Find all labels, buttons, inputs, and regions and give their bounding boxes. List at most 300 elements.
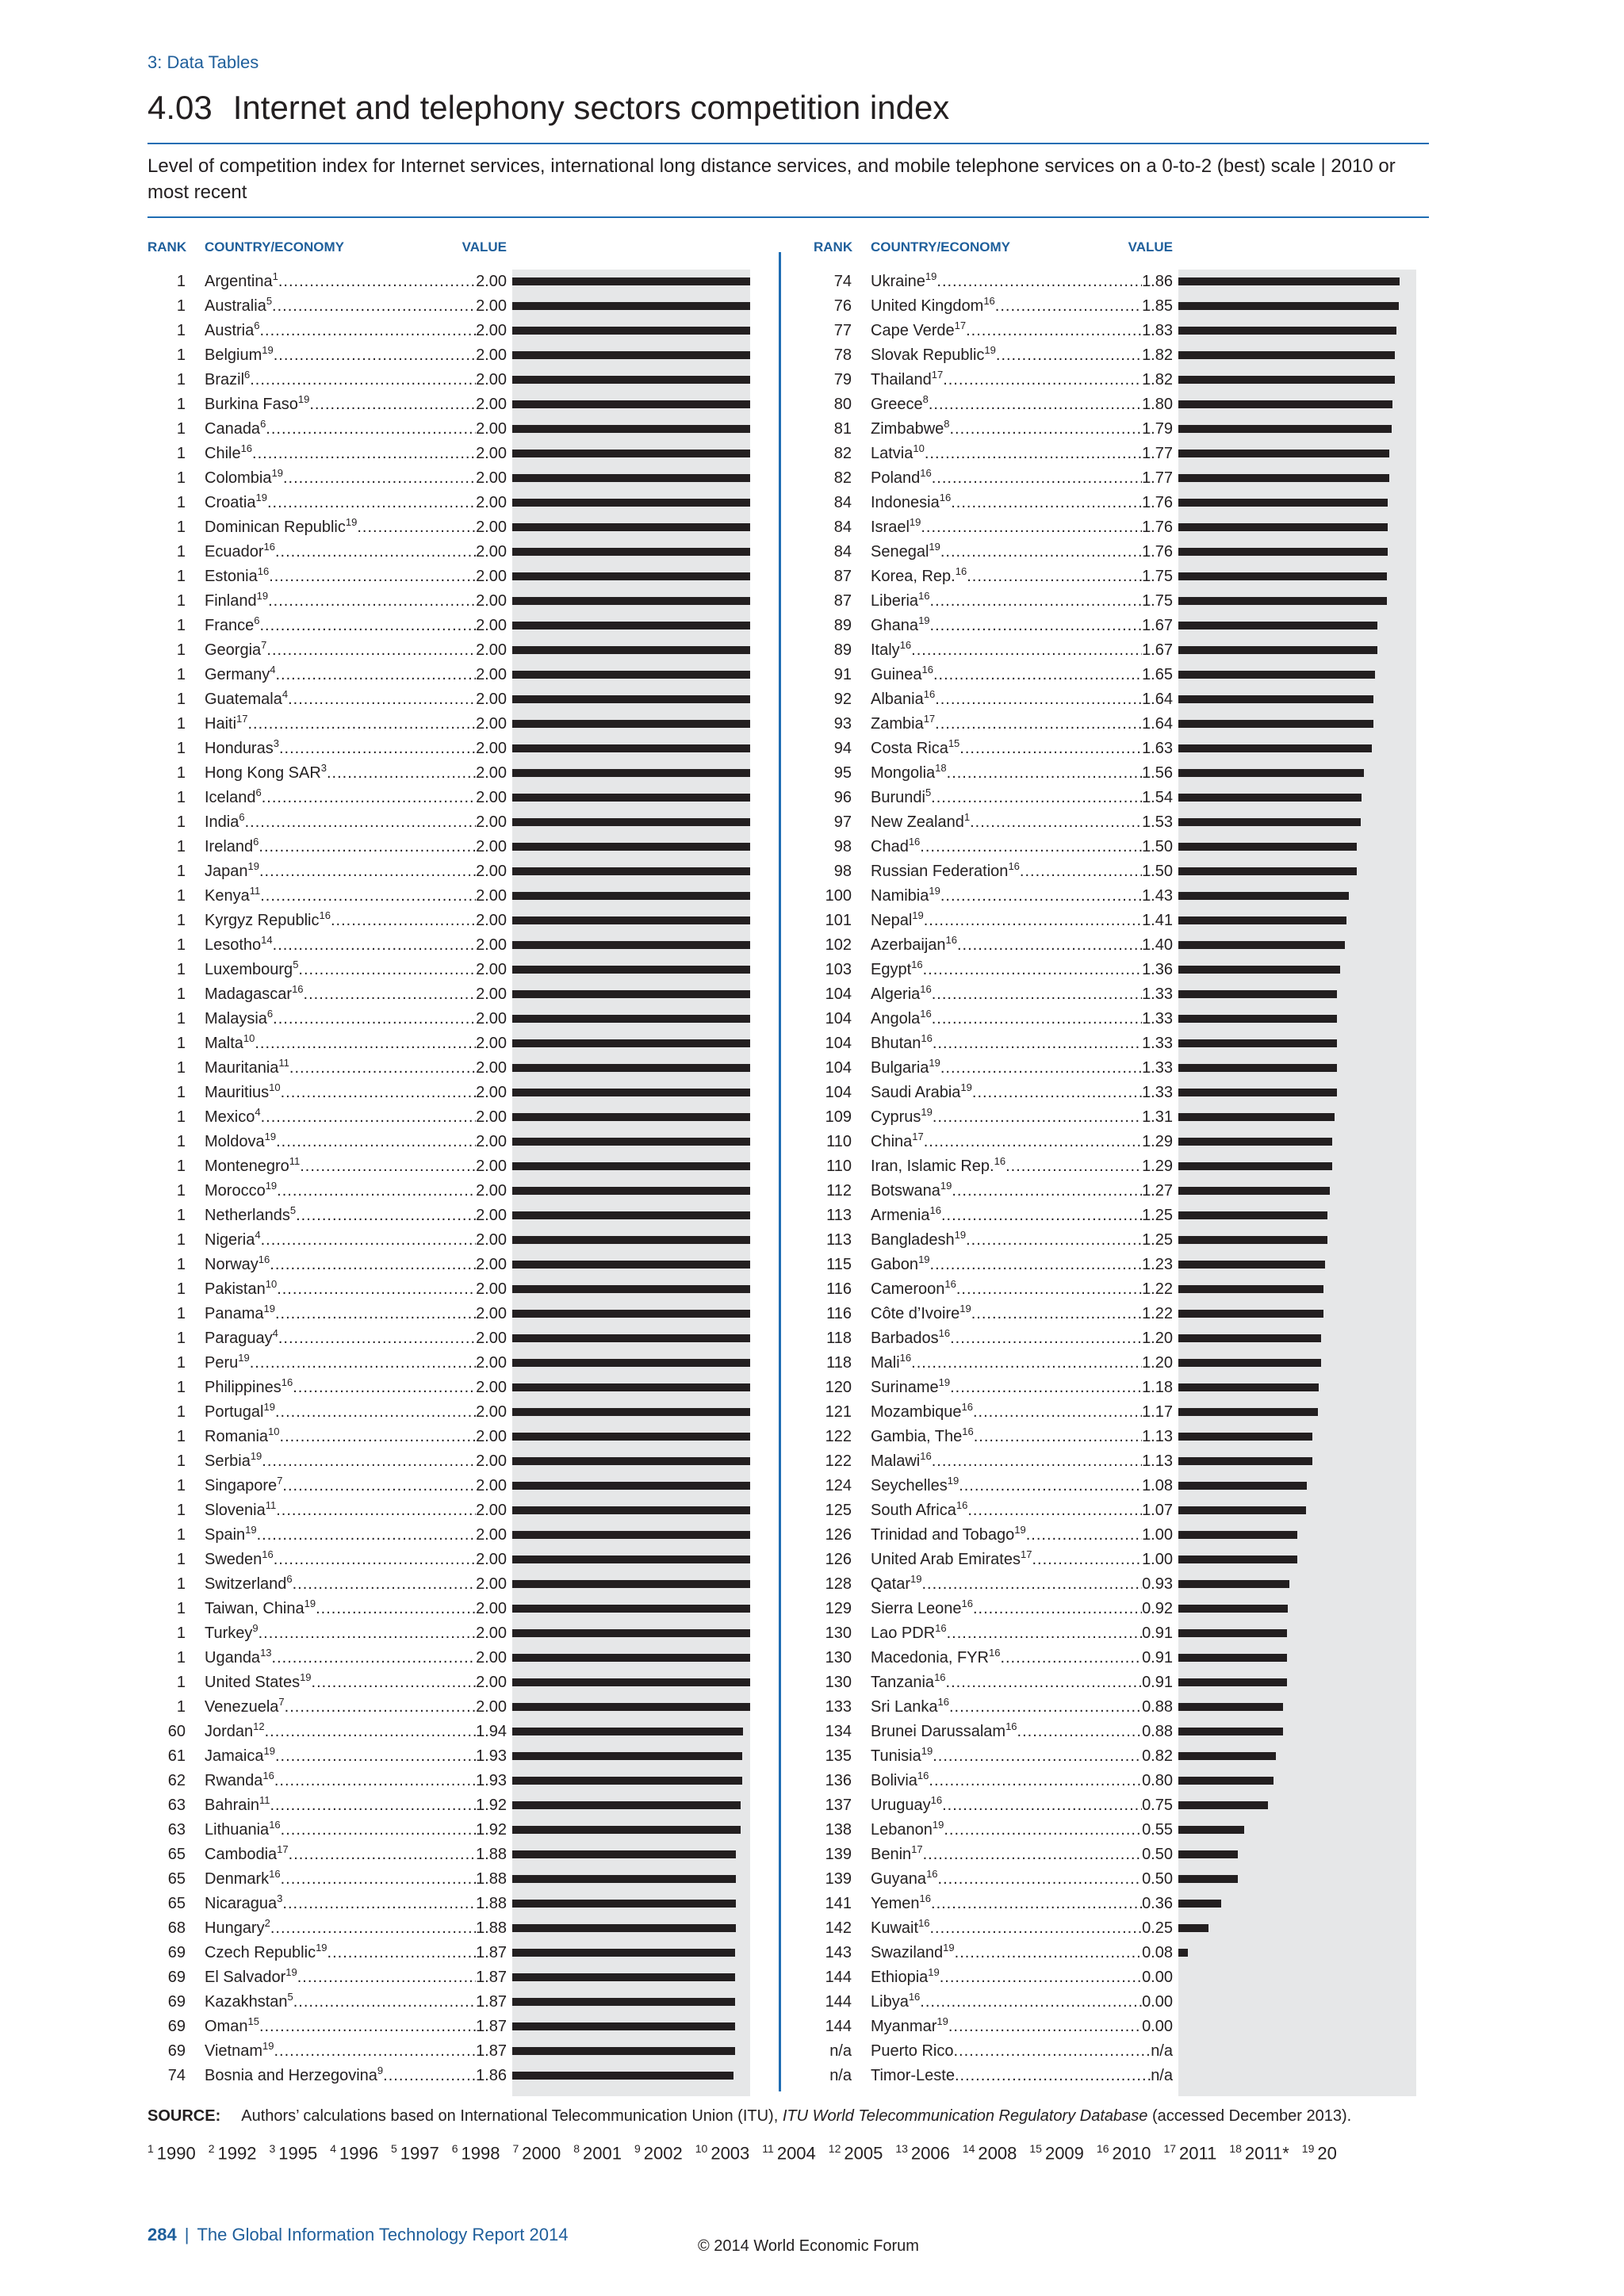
leader-dots	[316, 1597, 476, 1621]
footnote-marker: 16	[920, 1450, 932, 1462]
country-cell	[871, 515, 1173, 540]
footnote-marker: 16	[319, 909, 331, 921]
footnote-year: 2003	[710, 2143, 750, 2164]
leader-dots	[974, 1425, 1142, 1449]
country-name-wrap	[871, 540, 940, 564]
country-name-wrap	[205, 1007, 273, 1031]
value-cell: 2.00	[476, 863, 507, 880]
footnote-marker: 16	[240, 442, 253, 454]
footnote-marker: 16	[938, 1327, 951, 1339]
country-cell	[871, 417, 1173, 442]
leader-dots	[973, 1597, 1142, 1621]
footnote-marker: 19	[932, 1819, 944, 1831]
table-row	[814, 663, 1488, 687]
value-bar	[1178, 1556, 1297, 1563]
rank-cell: 128	[825, 1575, 852, 1593]
leader-dots	[967, 564, 1142, 589]
table-row	[147, 958, 822, 982]
leader-dots	[259, 859, 476, 884]
country-name-wrap	[871, 515, 921, 540]
country-name-wrap	[871, 343, 996, 368]
table-row	[814, 1646, 1488, 1670]
value-bar	[512, 1605, 750, 1613]
country-name: Oman	[205, 2018, 248, 2035]
country-cell	[871, 1425, 1173, 1449]
country-name-wrap	[205, 1031, 255, 1056]
rank-cell: 126	[825, 1551, 852, 1568]
leader-dots	[270, 1253, 476, 1277]
country-name: Kazakhstan	[205, 1993, 288, 2011]
footnote-marker: 16	[956, 1499, 968, 1511]
country-cell	[871, 1253, 1173, 1277]
value-bar	[512, 2022, 735, 2030]
country-name: Ireland	[205, 838, 254, 855]
rank-cell: 1	[176, 715, 186, 733]
country-name: Morocco	[205, 1182, 266, 1200]
country-name-wrap	[205, 982, 304, 1007]
table-row	[814, 810, 1488, 835]
country-cell	[871, 1597, 1173, 1621]
country-cell	[205, 638, 507, 663]
leader-dots	[930, 589, 1143, 614]
rank-cell: 87	[833, 592, 852, 610]
footnote-year: 2009	[1044, 2143, 1084, 2164]
country-name: India	[205, 813, 239, 831]
leader-dots	[938, 1867, 1143, 1892]
value-cell: 1.53	[1142, 813, 1173, 831]
leader-dots	[922, 1572, 1143, 1597]
rank-cell: 1	[176, 1231, 186, 1249]
country-cell	[205, 1548, 507, 1572]
value-bar	[1178, 966, 1340, 974]
value-bar	[1178, 1949, 1188, 1957]
country-cell	[871, 1105, 1173, 1130]
country-cell	[871, 319, 1173, 343]
country-header: COUNTRY/ECONOMY	[871, 239, 1010, 254]
country-name: Netherlands	[205, 1207, 290, 1224]
leader-dots	[245, 810, 476, 835]
table-row	[814, 1302, 1488, 1326]
country-name: France	[205, 617, 255, 634]
leader-dots	[275, 663, 476, 687]
footnote-marker: 6	[239, 811, 245, 823]
footnote-marker: 19	[936, 2015, 948, 2027]
footnote-marker: 17	[923, 713, 936, 725]
value-bar	[1178, 450, 1389, 457]
country-name-wrap	[871, 1179, 952, 1203]
value-bar	[512, 1113, 750, 1121]
country-name: Malawi	[871, 1452, 921, 1470]
footnote-marker: 19	[297, 393, 310, 405]
country-name: Yemen	[871, 1895, 920, 1912]
leader-dots	[930, 1253, 1143, 1277]
table-row	[147, 1572, 822, 1597]
country-name: South Africa	[871, 1502, 956, 1519]
footnote-marker: 19	[262, 344, 274, 356]
source-text-end: (accessed December 2013).	[1147, 2107, 1352, 2125]
leader-dots	[262, 786, 476, 810]
country-cell	[871, 1056, 1173, 1081]
country-name-wrap	[871, 1744, 933, 1769]
leader-dots	[272, 1646, 477, 1670]
footnote-year: 2011*	[1244, 2143, 1289, 2164]
country-name-wrap	[871, 1720, 1017, 1744]
footnote-number: 8	[573, 2142, 580, 2155]
country-cell	[871, 2064, 1173, 2088]
table-row	[814, 1744, 1488, 1769]
leader-dots	[277, 1277, 476, 1302]
table-row	[147, 1154, 822, 1179]
footnote-marker: 5	[289, 1204, 297, 1216]
value-cell: 2.00	[476, 838, 507, 855]
country-name-wrap	[205, 835, 259, 859]
country-name-wrap	[205, 1572, 293, 1597]
footnote-marker: 17	[912, 1131, 924, 1142]
country-name-wrap	[205, 1670, 312, 1695]
value-cell: 1.20	[1142, 1330, 1173, 1347]
footnote-marker: 17	[1020, 1548, 1032, 1560]
country-name-wrap	[205, 1990, 293, 2015]
footnote-marker: 10	[268, 1425, 280, 1437]
country-name: Sweden	[205, 1551, 262, 1568]
country-cell	[205, 1449, 507, 1474]
leader-dots	[250, 1351, 476, 1376]
country-name-wrap	[205, 1400, 275, 1425]
country-name: Vietnam	[205, 2042, 263, 2060]
value-bar	[1178, 1162, 1332, 1170]
footnote-marker: 18	[935, 762, 947, 774]
country-name: United States	[205, 1674, 301, 1691]
footnote-marker: 17	[931, 369, 944, 381]
footnote-marker: 16	[263, 541, 275, 553]
country-name: Honduras	[205, 740, 274, 757]
value-bar	[512, 1039, 750, 1047]
value-cell: 2.00	[476, 469, 507, 487]
rank-cell: 69	[167, 1969, 186, 1986]
country-name-wrap	[871, 1597, 973, 1621]
country-name: Lithuania	[205, 1821, 270, 1839]
footnote-number: 11	[762, 2142, 774, 2155]
footnote-number: 7	[512, 2142, 519, 2155]
source-label: SOURCE:	[147, 2107, 221, 2125]
country-cell	[871, 1646, 1173, 1670]
country-cell	[871, 1351, 1173, 1376]
rank-cell: 87	[833, 568, 852, 585]
leader-dots	[266, 417, 476, 442]
value-bar	[512, 671, 750, 679]
country-name: Guatemala	[205, 691, 282, 708]
value-bar	[512, 1015, 750, 1023]
rank-cell: 1	[176, 420, 186, 438]
value-cell: 2.00	[476, 1059, 507, 1077]
value-bar	[1178, 695, 1373, 703]
value-bar	[512, 302, 750, 310]
country-cell	[205, 442, 507, 466]
table-row	[147, 1646, 822, 1670]
value-bar	[1178, 1531, 1297, 1539]
table-row	[147, 1793, 822, 1818]
value-cell: 0.00	[1142, 1969, 1173, 1986]
country-name-wrap	[205, 1081, 281, 1105]
left-table	[147, 238, 822, 2088]
value-cell: 2.00	[476, 273, 507, 290]
country-name: Singapore	[205, 1477, 278, 1494]
footnote-marker: 16	[961, 1401, 973, 1413]
country-cell	[871, 1498, 1173, 1523]
footnote-marker: 19	[1014, 1524, 1026, 1536]
value-bar	[512, 400, 750, 408]
country-name-wrap	[205, 761, 327, 786]
country-name: Chile	[205, 445, 241, 462]
table-number: 4.03	[147, 89, 213, 126]
country-name-wrap	[871, 1916, 930, 1941]
country-name: Botswana	[871, 1182, 940, 1200]
table-row	[814, 1670, 1488, 1695]
country-name: Guinea	[871, 666, 922, 683]
footnote-item	[147, 2137, 196, 2164]
country-name: Finland	[205, 592, 257, 610]
country-name-wrap	[871, 1965, 940, 1990]
value-cell: 1.50	[1142, 863, 1173, 880]
leader-dots	[281, 1081, 476, 1105]
value-cell: 0.91	[1142, 1674, 1173, 1691]
footnote-marker: 9	[252, 1622, 259, 1634]
value-cell: 2.00	[476, 1010, 507, 1027]
leader-dots	[281, 1818, 476, 1843]
table-row	[814, 1130, 1488, 1154]
leader-dots	[1017, 1720, 1143, 1744]
value-bar	[512, 1629, 750, 1637]
country-name-wrap	[871, 1031, 933, 1056]
country-name: Denmark	[205, 1870, 270, 1888]
value-cell: 1.79	[1142, 420, 1173, 438]
country-name: Gambia, The	[871, 1428, 963, 1445]
country-name-wrap	[205, 1892, 282, 1916]
footnote-marker: 16	[937, 1696, 949, 1708]
value-bar	[512, 1285, 750, 1293]
country-name-wrap	[205, 687, 288, 712]
leader-dots	[312, 1670, 477, 1695]
country-name: Panama	[205, 1305, 264, 1322]
country-name: Tunisia	[871, 1747, 921, 1765]
value-cell: 0.91	[1142, 1649, 1173, 1667]
footnote-marker: 19	[938, 1376, 951, 1388]
table-row	[814, 540, 1488, 564]
value-bar	[1178, 1703, 1283, 1711]
value-bar	[512, 1826, 741, 1834]
footnote-marker: 4	[270, 664, 276, 675]
country-cell	[871, 392, 1173, 417]
table-row	[814, 909, 1488, 933]
value-cell: 2.00	[476, 887, 507, 905]
rank-cell: 1	[176, 1280, 186, 1298]
table-row	[814, 1941, 1488, 1965]
leader-dots	[920, 1990, 1142, 2015]
value-cell: 0.92	[1142, 1600, 1173, 1617]
country-cell	[205, 466, 507, 491]
footnote-marker: 6	[286, 1573, 293, 1585]
value-bar	[1178, 302, 1399, 310]
footnote-marker: 16	[919, 1892, 932, 1904]
country-name-wrap	[871, 1990, 920, 2015]
table-row	[814, 1179, 1488, 1203]
rank-cell: 113	[826, 1207, 852, 1224]
value-cell: 1.88	[476, 1895, 507, 1912]
country-cell	[205, 1597, 507, 1621]
leader-dots	[259, 1621, 476, 1646]
value-cell: 1.64	[1142, 715, 1173, 733]
value-bar	[512, 695, 750, 703]
country-cell	[871, 1769, 1173, 1793]
footnote-marker: 16	[920, 1008, 932, 1020]
country-name-wrap	[205, 1351, 250, 1376]
country-name: Benin	[871, 1846, 912, 1863]
footnote-marker: 19	[928, 1966, 940, 1978]
footnote-marker: 16	[899, 1352, 912, 1364]
value-bar	[512, 769, 750, 777]
leader-dots	[275, 1744, 476, 1769]
country-name-wrap	[205, 884, 260, 909]
table-row	[814, 933, 1488, 958]
country-name: Mozambique	[871, 1403, 962, 1421]
value-cell: 1.92	[476, 1821, 507, 1839]
footnote-number: 17	[1163, 2142, 1177, 2155]
value-cell: 1.33	[1142, 1010, 1173, 1027]
table-row	[147, 2064, 822, 2088]
country-name: Germany	[205, 666, 270, 683]
value-cell: 1.88	[476, 1846, 507, 1863]
country-name: Côte d’Ivoire	[871, 1305, 960, 1322]
country-name: Indonesia	[871, 494, 940, 511]
footnote-marker: 17	[277, 1843, 289, 1855]
value-cell: 1.00	[1142, 1526, 1173, 1544]
value-cell: 2.00	[476, 715, 507, 733]
value-cell: 2.00	[476, 764, 507, 782]
country-name-wrap	[205, 319, 259, 343]
value-bar	[1178, 1580, 1289, 1588]
country-name: Azerbaijan	[871, 936, 946, 954]
rank-cell: n/a	[829, 2067, 852, 2084]
footnote-number: 6	[451, 2142, 458, 2155]
footnote-item	[330, 2137, 378, 2164]
value-bar	[512, 523, 750, 531]
value-cell: 2.00	[476, 371, 507, 388]
country-name-wrap	[871, 1867, 938, 1892]
footnote-marker: 13	[260, 1647, 272, 1659]
leader-dots	[304, 982, 477, 1007]
value-bar	[512, 474, 750, 482]
footnote-marker: 16	[918, 590, 930, 602]
value-cell: 1.87	[476, 1969, 507, 1986]
country-name-wrap	[205, 1523, 257, 1548]
country-cell	[871, 737, 1173, 761]
footnote-item	[963, 2137, 1017, 2164]
footnote-marker: 19	[959, 1303, 971, 1314]
country-name: Nicaragua	[205, 1895, 278, 1912]
value-cell: 1.64	[1142, 691, 1173, 708]
rank-cell: 126	[825, 1526, 852, 1544]
country-cell	[871, 761, 1173, 786]
footnote-marker: 16	[920, 467, 932, 479]
country-name: Bhutan	[871, 1035, 921, 1052]
leader-dots	[274, 343, 476, 368]
value-bar	[512, 277, 750, 285]
value-bar	[512, 1089, 750, 1096]
leader-dots	[955, 2064, 1151, 2088]
country-name: Gabon	[871, 1256, 919, 1273]
country-name-wrap	[205, 614, 259, 638]
table-row	[147, 1081, 822, 1105]
country-cell	[205, 1941, 507, 1965]
leader-dots	[261, 1105, 476, 1130]
value-cell: 1.82	[1142, 346, 1173, 364]
table-row	[147, 1965, 822, 1990]
value-bar	[1178, 351, 1395, 359]
rank-cell: 116	[826, 1305, 852, 1322]
country-cell	[205, 1867, 507, 1892]
country-cell	[871, 810, 1173, 835]
country-name: Turkey	[205, 1624, 253, 1642]
rank-cell: 101	[825, 912, 852, 929]
country-name-wrap	[871, 1130, 924, 1154]
footnote-marker: 16	[921, 664, 933, 675]
country-cell	[205, 1302, 507, 1326]
table-row	[814, 1916, 1488, 1941]
country-name-wrap	[871, 1523, 1026, 1548]
country-name: Zambia	[871, 715, 924, 733]
value-cell: 1.17	[1142, 1403, 1173, 1421]
rank-cell: 139	[825, 1870, 852, 1888]
table-row	[814, 442, 1488, 466]
country-cell	[205, 1031, 507, 1056]
country-name: Libya	[871, 1993, 909, 2011]
leader-dots	[274, 2039, 476, 2064]
leader-dots	[995, 294, 1142, 319]
footnote-marker: 5	[925, 786, 932, 798]
country-name: Serbia	[205, 1452, 251, 1470]
country-name: Ukraine	[871, 273, 925, 290]
leader-dots	[280, 1425, 477, 1449]
leader-dots	[259, 835, 476, 859]
table-row	[147, 663, 822, 687]
country-name: Brazil	[205, 371, 245, 388]
country-name-wrap	[205, 786, 262, 810]
value-cell: 2.00	[476, 1035, 507, 1052]
rank-cell: 1	[176, 961, 186, 978]
footnote-marker: 1	[963, 811, 971, 823]
value-cell: 2.00	[476, 985, 507, 1003]
table-row	[147, 1277, 822, 1302]
value-bar	[512, 425, 750, 433]
country-name-wrap	[205, 1179, 277, 1203]
leader-dots	[1020, 859, 1142, 884]
value-bar	[512, 1556, 750, 1563]
leader-dots	[282, 1474, 476, 1498]
footnote-marker: 7	[277, 1475, 283, 1487]
country-name-wrap	[205, 1965, 297, 1990]
footnote-year: 2010	[1112, 2143, 1151, 2164]
country-name-wrap	[871, 638, 911, 663]
country-name-wrap	[205, 1818, 281, 1843]
value-cell: 1.87	[476, 2018, 507, 2035]
country-name-wrap	[205, 564, 269, 589]
value-cell: 2.00	[476, 1428, 507, 1445]
country-name: Dominican Republic	[205, 519, 346, 536]
footnote-marker: 11	[259, 1794, 270, 1806]
country-name-wrap	[205, 1621, 259, 1646]
country-cell	[871, 368, 1173, 392]
table-row	[147, 1941, 822, 1965]
